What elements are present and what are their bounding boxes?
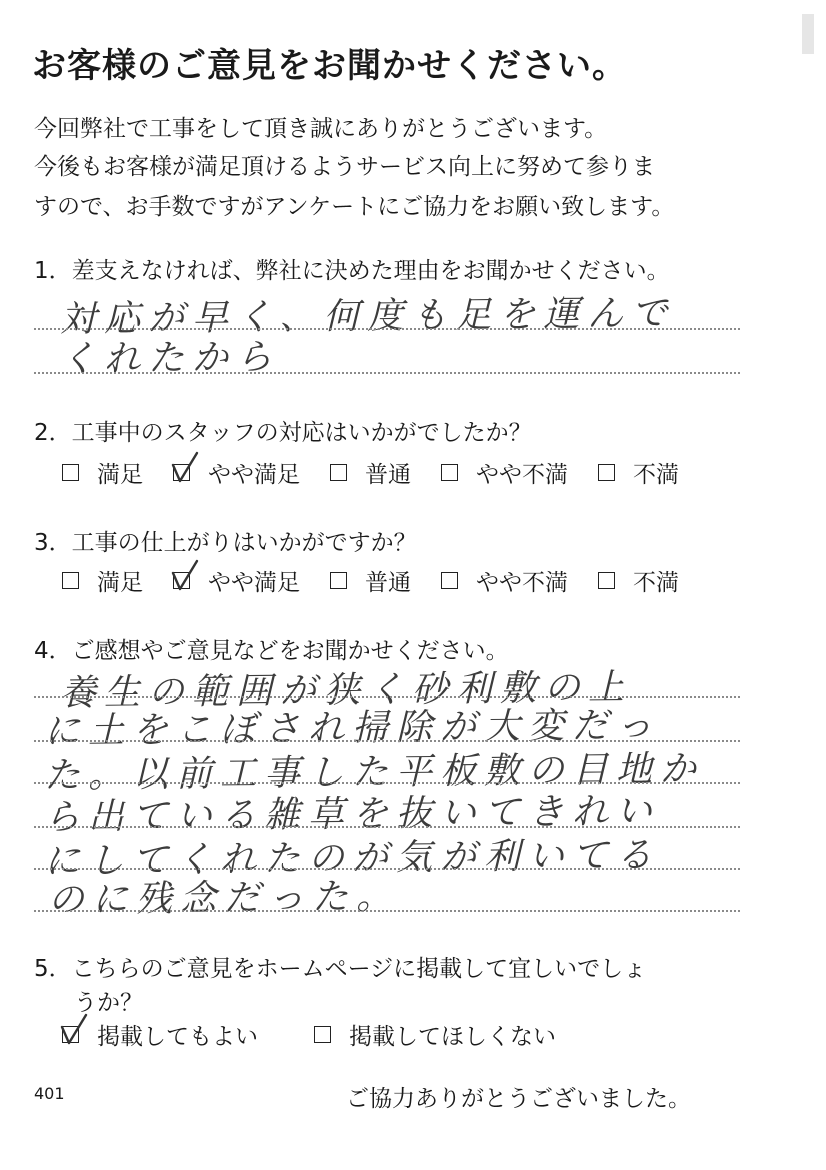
- checkmark-icon: [171, 559, 199, 593]
- option-label: やや不満: [476, 462, 568, 488]
- q3-option-somewhat-dissatisfied[interactable]: [441, 564, 568, 597]
- option-label: 不満: [633, 570, 679, 596]
- thanks-message: ご協力ありがとうございました。: [346, 1086, 691, 1112]
- checkmark-icon: [60, 1013, 88, 1047]
- q3-options: [62, 564, 709, 597]
- checkbox[interactable]: [314, 1026, 331, 1043]
- option-label: 普通: [365, 462, 411, 488]
- checkbox[interactable]: [598, 464, 615, 481]
- option-label: やや満足: [208, 570, 300, 596]
- checkbox[interactable]: [62, 572, 79, 589]
- option-label: 満足: [97, 570, 143, 596]
- checkbox[interactable]: [62, 464, 79, 481]
- option-label: やや不満: [476, 570, 568, 596]
- intro-line-3: すので、お手数ですがアンケートにご協力をお願い致します。: [34, 194, 675, 220]
- q4-answer-line-6: のに残念だった。: [47, 876, 401, 921]
- checkbox[interactable]: [598, 572, 615, 589]
- checkbox[interactable]: [441, 464, 458, 481]
- q4-answer-line-1: 養生の範囲が狭く砂利敷の上: [59, 667, 633, 714]
- checkbox[interactable]: [441, 572, 458, 589]
- checkmark-icon: [171, 451, 199, 485]
- question-4: 4．ご感想やご意見などをお聞かせください。: [34, 638, 509, 664]
- scan-edge-mark: [802, 14, 814, 54]
- answer-rule: [34, 910, 740, 912]
- question-5-line-2: うか？: [74, 990, 143, 1016]
- q5-options: [62, 1018, 586, 1051]
- option-label: 普通: [365, 570, 411, 596]
- checkbox-checked[interactable]: [62, 1026, 79, 1043]
- q2-option-neutral[interactable]: [330, 456, 411, 489]
- checkbox[interactable]: [330, 464, 347, 481]
- q2-option-somewhat-satisfied[interactable]: [173, 456, 300, 489]
- q2-option-somewhat-dissatisfied[interactable]: [441, 456, 568, 489]
- form-number: 401: [34, 1084, 65, 1103]
- q2-option-satisfied[interactable]: [62, 456, 143, 489]
- option-label: 不満: [633, 462, 679, 488]
- q5-option-deny[interactable]: [314, 1018, 556, 1051]
- q3-option-somewhat-satisfied[interactable]: [173, 564, 300, 597]
- checkbox[interactable]: [330, 572, 347, 589]
- q5-option-allow[interactable]: [62, 1018, 258, 1051]
- option-label: 掲載してもよい: [97, 1024, 258, 1050]
- q4-answer-line-5: にしてくれたのが気が利いてる: [43, 834, 661, 883]
- answer-rule: [34, 372, 740, 374]
- q3-option-dissatisfied[interactable]: [598, 564, 679, 597]
- checkbox-checked[interactable]: [173, 572, 190, 589]
- question-5-line-1: 5．こちらのご意見をホームページに掲載して宜しいでしょ: [34, 956, 647, 982]
- question-2: 2．工事中のスタッフの対応はいかがでしたか？: [34, 420, 532, 446]
- q1-answer-line-1: 対応が早く、何度も足を運んで: [59, 292, 676, 341]
- q3-option-satisfied[interactable]: [62, 564, 143, 597]
- question-1: 1．差支えなければ、弊社に決めた理由をお聞かせください。: [34, 258, 670, 284]
- intro-line-2: 今後もお客様が満足頂けるようサービス向上に努めて参りま: [34, 154, 655, 180]
- q4-answer-line-2: に土をこぼされ掃除が大変だっ: [43, 704, 661, 753]
- option-label: 掲載してほしくない: [349, 1024, 556, 1050]
- question-3: 3．工事の仕上がりはいかがですか？: [34, 530, 417, 556]
- intro-line-1: 今回弊社で工事をして頂き誠にありがとうございます。: [34, 116, 608, 142]
- page-title: お客様のご意見をお聞かせください。: [32, 46, 627, 86]
- q4-answer-line-3: た。以前工事した平板敷の目地か: [43, 748, 705, 797]
- q3-option-neutral[interactable]: [330, 564, 411, 597]
- checkbox-checked[interactable]: [173, 464, 190, 481]
- q1-answer-line-2: くれたから: [59, 336, 281, 381]
- q2-options: [62, 456, 709, 489]
- q2-option-dissatisfied[interactable]: [598, 456, 679, 489]
- option-label: やや満足: [208, 462, 300, 488]
- option-label: 満足: [97, 462, 143, 488]
- q4-answer-line-4: ら出ている雑草を抜いてきれい: [43, 790, 661, 839]
